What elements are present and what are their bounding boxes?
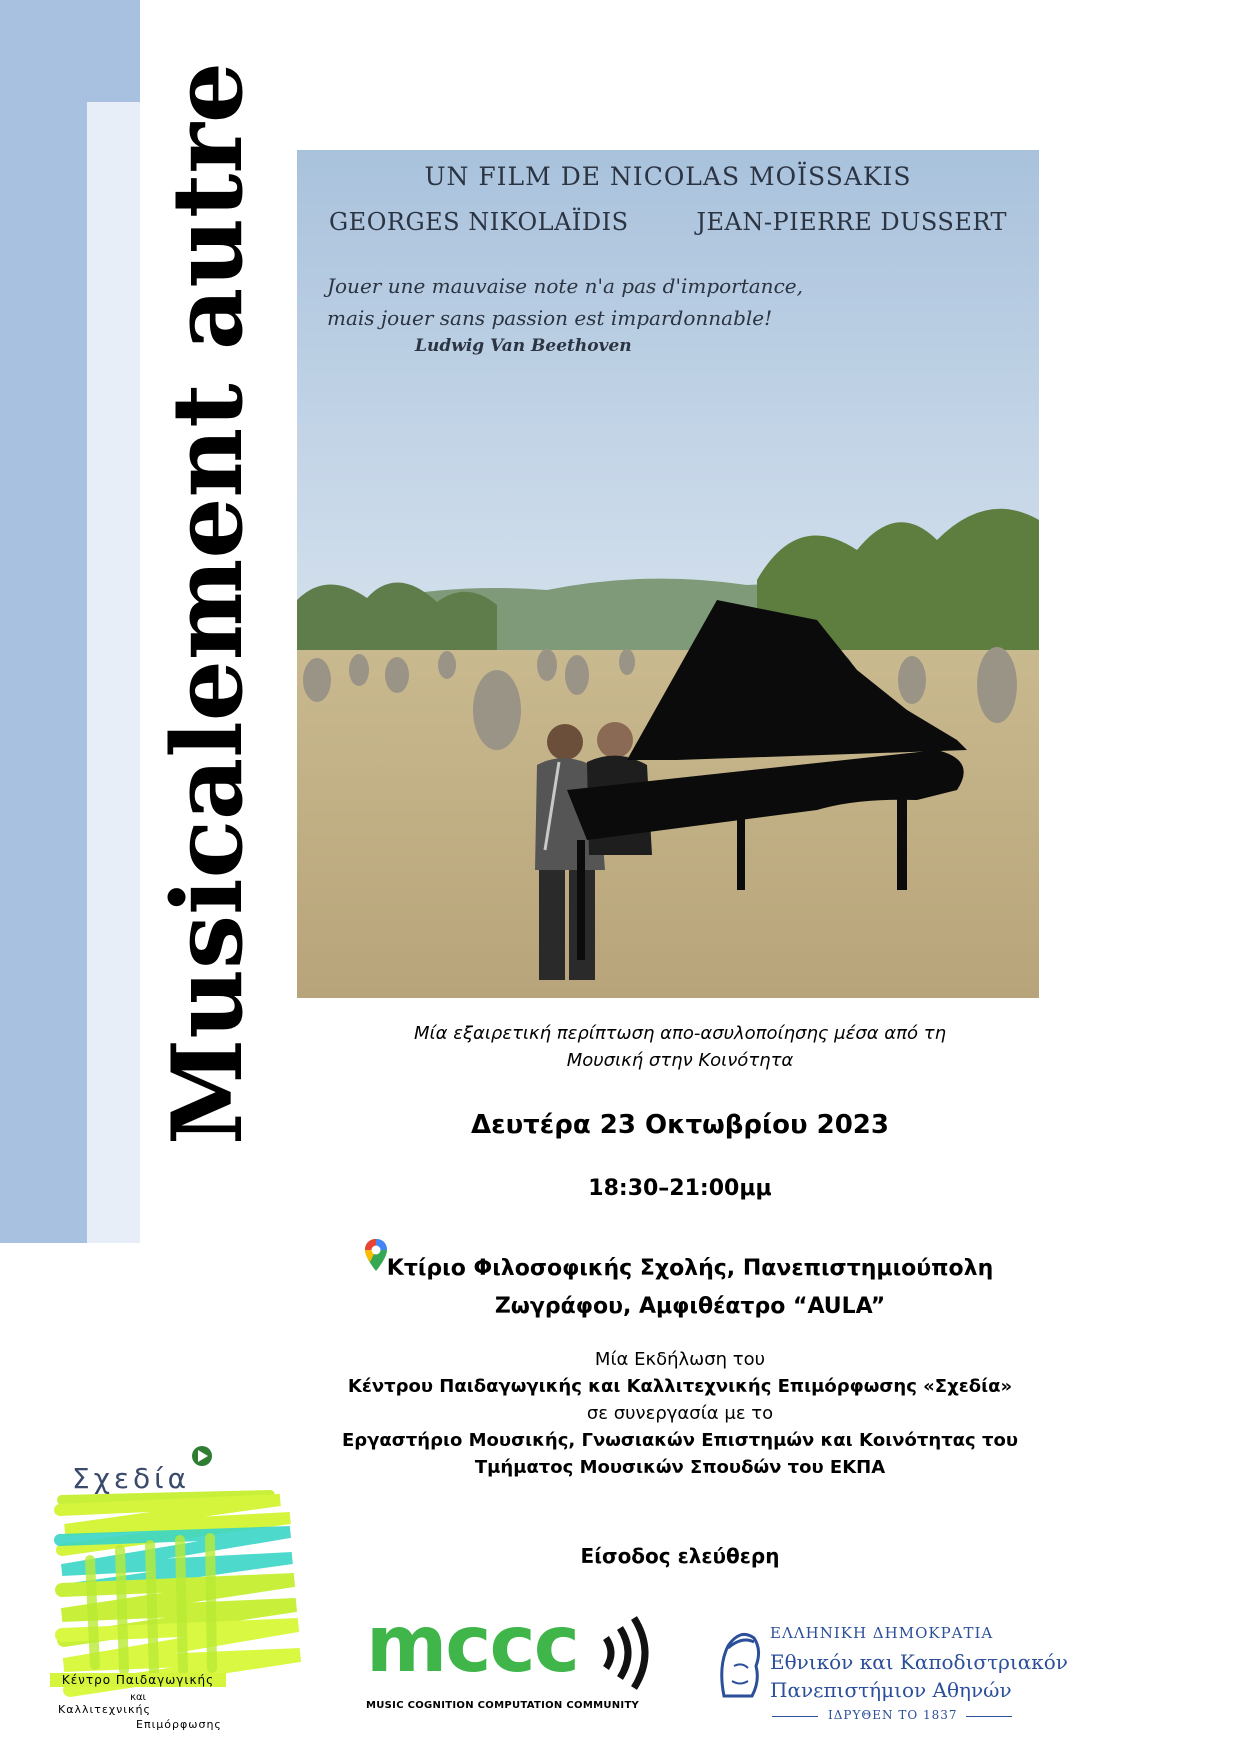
ekpa-rule-left (772, 1716, 818, 1717)
event-venue (350, 1250, 1030, 1326)
sxedia-logo-line2: και (130, 1692, 146, 1703)
organizers-line1: Μία Εκδήλωση του (594, 1349, 766, 1370)
subtitle-line1: Μία εξαιρετική περίπτωση απο-ασυλοποίησης μέσα από τη (414, 1023, 946, 1044)
poster-director-credit: UN FILM DE NICOLAS MOÏSSAKIS (424, 162, 912, 191)
poster-quote-author: Ludwig Van Beethoven (415, 336, 632, 356)
film-poster (297, 150, 1039, 998)
ekpa-rule-right (966, 1716, 1012, 1717)
poster-actor-left: GEORGES NIKOLAÏDIS (329, 208, 629, 236)
free-entry-note: Είσοδος ελεύθερη (580, 1544, 780, 1568)
sxedia-logo-line1: Κέντρο Παιδαγωγικής (50, 1673, 226, 1687)
organizers-line2: Κέντρου Παιδαγωγικής και Καλλιτεχνικής Επιμόρφωσης «Σχεδία» (347, 1376, 1013, 1397)
side-accent-panel (87, 102, 140, 1243)
sxedia-logo-line3: Καλλιτεχνικής (58, 1703, 151, 1716)
sound-waves-icon (598, 1608, 668, 1698)
poster-actor-right: JEAN-PIERRE DUSSERT (696, 208, 1007, 236)
event-subtitle (340, 1020, 1020, 1074)
athena-head-icon (714, 1626, 764, 1706)
event-date: Δευτέρα 23 Οκτωβρίου 2023 (471, 1110, 889, 1140)
poster-quote (327, 270, 803, 334)
ekpa-logo (714, 1618, 1094, 1728)
sxedia-logo-line4: Επιμόρφωσης (136, 1718, 222, 1731)
event-title: Musicalement autre (151, 62, 264, 1145)
sxedia-logo-name: Σχεδία (72, 1462, 191, 1495)
poster-quote-line1: Jouer une mauvaise note n'a pas d'importance, (327, 274, 803, 298)
ekpa-logo-line2: Εθνικόν και Καποδιστριακόν (770, 1650, 1068, 1674)
organizers-line4: Εργαστήριο Μουσικής, Γνωσιακών Επιστημών και Κοινότητας του (341, 1430, 1018, 1451)
subtitle-line2: Μουσική στην Κοινότητα (566, 1050, 794, 1071)
mccc-logo (366, 1600, 666, 1720)
event-time: 18:30–21:00μμ (588, 1176, 772, 1201)
ekpa-logo-line3: Πανεπιστήμιον Αθηνών (770, 1678, 1012, 1702)
venue-line1: Κτίριο Φιλοσοφικής Σχολής, Πανεπιστημιούπολη (386, 1256, 994, 1281)
mccc-logo-tagline: MUSIC COGNITION COMPUTATION COMMUNITY (366, 1700, 640, 1711)
organizers-line5: Τμήματος Μουσικών Σπουδών του ΕΚΠΑ (474, 1457, 886, 1478)
poster-quote-line2: mais jouer sans passion est impardonnable! (327, 306, 773, 330)
sxedia-logo (50, 1440, 310, 1731)
mccc-logo-name: mccc (366, 1600, 578, 1690)
organizers-block (320, 1346, 1040, 1481)
ekpa-logo-line1: ΕΛΛΗΝΙΚΗ ΔΗΜΟΚΡΑΤΙΑ (770, 1624, 994, 1642)
ekpa-logo-line4: ΙΔΡΥΘΕΝ ΤΟ 1837 (828, 1708, 958, 1722)
organizers-line3: σε συνεργασία με το (586, 1403, 774, 1424)
venue-line2: Ζωγράφου, Αμφιθέατρο “AULA” (494, 1294, 886, 1319)
